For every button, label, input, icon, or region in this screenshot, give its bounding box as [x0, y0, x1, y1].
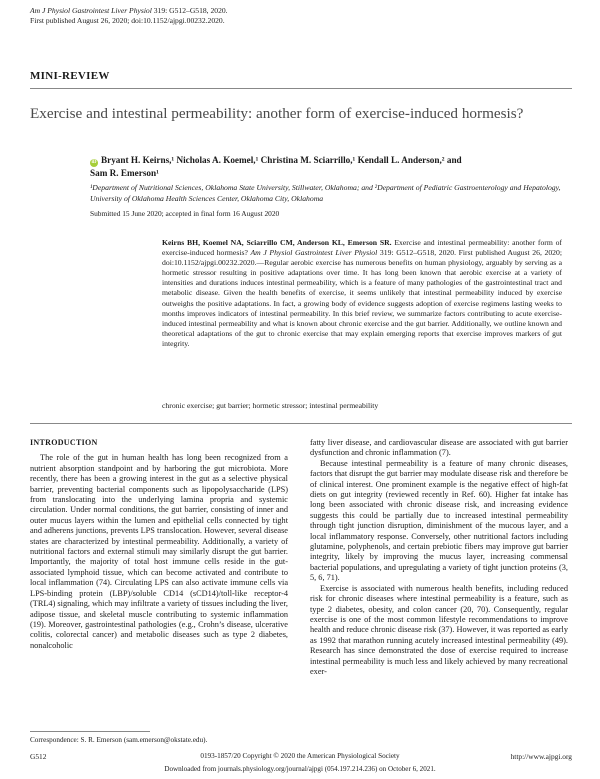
- section-label: MINI-REVIEW: [30, 70, 110, 82]
- intro-paragraph-1-cont: fatty liver disease, and cardiovascular disease are associated with gut barrier dysfunction and chronic inflammation (7).: [310, 438, 568, 458]
- journal-name: Am J Physiol Gastrointest Liver Physiol: [30, 6, 152, 15]
- intro-paragraph-2: Because intestinal permeability is a feature of many chronic diseases, factors that disrupt the gut barrier may modulate disease risk and therefore be of clinical interest. One prominent example is the negative effect of high-fat diets on gut integrity (reviewed recently in Ref. 60). Higher fat intake has long been associated with chronic disease risk, and increasing evidence suggests this could be partially due to increased intestinal permeability through tight junction disruption, diminishment of the mucous layer, and a local inflammatory response. Conversely, other nutritional factors including glutamine, polyphenols, and certain prebiotic fibers may improve gut barrier integrity, likely by improving the mucus layer, increasing commensal bacterial populations, and upregulating a variety of tight junction proteins (3, 5, 6, 71).: [310, 458, 568, 583]
- body-left-column: [30, 438, 288, 651]
- keywords-rule: [30, 423, 572, 424]
- orcid-icon[interactable]: iD: [91, 160, 97, 165]
- section-rule: [30, 88, 572, 89]
- abstract-journal: Am J Physiol Gastrointest Liver Physiol: [250, 248, 378, 258]
- affiliations: ¹Department of Nutritional Sciences, Oklahoma State University, Stillwater, Oklahoma; and ²Department of Pediatric Gastroenterology and Hepatology, University of Oklahoma Health Sciences Center, Oklahoma City, Oklahoma: [90, 183, 561, 203]
- article-title: Exercise and intestinal permeability: another form of exercise-induced hormesis?: [30, 105, 524, 122]
- published-line: First published August 26, 2020; doi:10.1152/ajpgi.00232.2020.: [30, 16, 225, 25]
- correspondence: Correspondence: S. R. Emerson (sam.emerson@okstate.edu).: [30, 736, 208, 744]
- copyright-line: 0193-1857/20 Copyright © 2020 the American Physiological Society: [200, 752, 400, 760]
- download-notice: Downloaded from journals.physiology.org/journal/ajpgi (054.197.214.236) on October 6, 2021.: [164, 765, 436, 773]
- abstract-lead: Keirns BH, Koemel NA, Sciarrillo CM, Anderson KL, Emerson SR.: [162, 238, 392, 247]
- author-list: [90, 154, 570, 179]
- submission-dates: Submitted 15 June 2020; accepted in final form 16 August 2020: [90, 209, 280, 218]
- keywords: chronic exercise; gut barrier; hormetic stressor; intestinal permeability: [162, 401, 379, 410]
- journal-citation: [30, 6, 228, 26]
- authors-line-1: Bryant H. Keirns,¹ Nicholas A. Koemel,¹ Christina M. Sciarrillo,¹ Kendall L. Anderson,² and: [101, 155, 462, 165]
- authors-line-2: Sam R. Emerson¹: [90, 168, 159, 178]
- introduction-heading: INTRODUCTION: [30, 438, 98, 447]
- intro-paragraph-1: The role of the gut in human health has long been recognized from a nutrient absorption standpoint and by harboring the gut microbiota. More recently, there has been a growing interest in the gut as a selective physical barrier, preventing bacterial components such as lipopolysaccharide (LPS) from translocating into the underlying lamina propria and systemic circulation. Under normal conditions, the gut barrier, consisting of inner and outer mucus layers within the lumen and epithelial cells connected by tight and adherens junctions, prevents LPS translocation. However, several disease states are characterized by intestinal permeability. Additionally, a variety of nutritional factors and external stimuli may similarly disrupt the gut barrier. Importantly, the majority of total host immune cells reside in the gut-associated lymphoid tissue, which can become activated and contribute to local inflammation (74). Circulating LPS can also activate immune cells via LPS-binding protein (LBP)/soluble CD14 (sCD14)/toll-like receptor-4 (TRL4) signaling, which may infiltrate a variety of tissues including the liver, adipose tissue, and skeletal muscle contributing to systemic inflammation (19). Moreover, gastrointestinal pathologies (e.g., Crohn’s disease, ulcerative colitis, colorectal cancer) and metabolic diseases such as type 2 diabetes, nonalcoholic: [30, 453, 288, 650]
- intro-paragraph-3: Exercise is associated with numerous health benefits, including reduced risk for chronic diseases where intestinal permeability is a feature, such as type 2 diabetes, obesity, and colon cancer (20, 70). Consequently, regular exercise is one of the most common lifestyle recommendations to improve health and reduce chronic disease risk (37). However, it was reported as early as 1992 that marathon running acutely increased intestinal permeability (49). Research has since demonstrated the dose of exercise required to increase intestinal permeability is much less and likely achieved by many recreational exer-: [310, 583, 568, 676]
- journal-url[interactable]: http://www.ajpgi.org: [510, 752, 572, 761]
- abstract-part-2: 319: G512–G518, 2020. First published August 26, 2020; doi:10.1152/ajpgi.00232.2020.—Regular aerobic exercise has numerous benefits on human physiology, arguably by serving as a hormetic stressor resulting in positive adaptations over time. It has long been known that aerobic exercise at a variety of intensities and durations induces intestinal permeability, which is a feature of many pathologies of the gastrointestinal tract and metabolic disease. Given the health benefits of exercise, it seems unlikely that intestinal permeability induced by exercise outweighs the positive adaptations. In fact, a growing body of evidence suggests adoption of exercise regimens lasting weeks to months improves indicators of intestinal permeability. In this brief review, we summarize factors contributing to acute exercise-induced intestinal permeability and what is known about chronic exercise and the gut barrier. Additionally, we outline known and theoretical adaptations of the gut to chronic exercise that may explain emerging reports that exercise improves markers of gut integrity.: [162, 248, 563, 348]
- footnote-rule: [30, 731, 150, 732]
- journal-volume: 319: G512–G518, 2020.: [151, 6, 228, 15]
- abstract-part-1: Exercise and intestinal permeability: another form of exercise-induced hormesis?: [162, 238, 562, 258]
- page-number: G512: [30, 752, 47, 761]
- abstract: [162, 238, 562, 349]
- body-right-column: [310, 438, 568, 677]
